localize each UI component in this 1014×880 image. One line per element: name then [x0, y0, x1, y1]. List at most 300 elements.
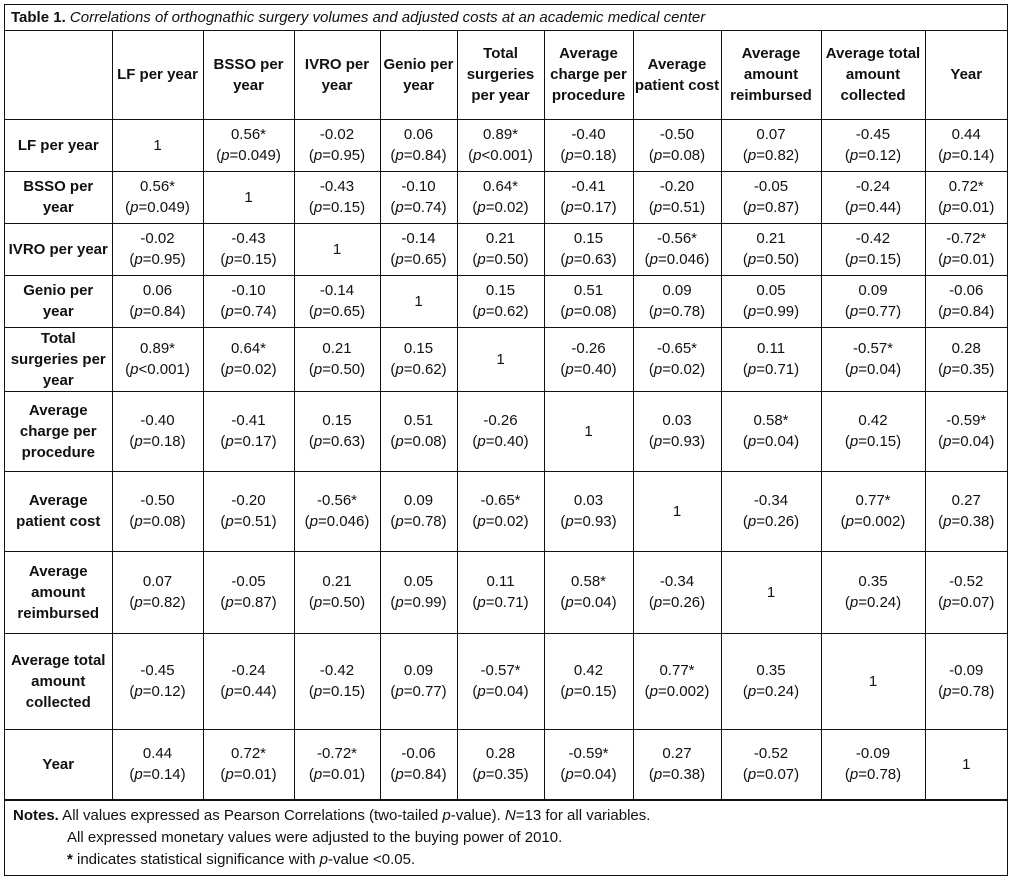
p-number: =0.38 [951, 513, 990, 530]
p-value [823, 249, 924, 270]
p-symbol: p [395, 433, 404, 450]
p-close-paren: ) [794, 513, 800, 530]
p-close-paren: ) [794, 361, 800, 378]
p-number: =0.65 [322, 303, 361, 320]
p-value [723, 301, 820, 322]
p-close-paren: ) [441, 594, 447, 611]
correlation-value: -0.41 [571, 178, 606, 195]
p-value [927, 301, 1007, 322]
p-symbol: p [649, 683, 659, 700]
p-value [114, 197, 202, 218]
p-number: =0.04 [858, 361, 897, 378]
p-number: =0.35 [951, 361, 990, 378]
p-symbol: p [565, 513, 574, 530]
p-open-paren: ( [742, 199, 748, 216]
p-number: =0.95 [322, 147, 361, 164]
p-number: =0.12 [142, 683, 181, 700]
correlation-value: 0.15 [485, 282, 516, 299]
p-symbol: p [653, 199, 663, 216]
correlation-value: -0.65* [480, 492, 521, 509]
correlation-cell [544, 551, 633, 633]
p-close-paren: ) [896, 361, 902, 378]
p-symbol: p [134, 251, 143, 268]
correlation-value: 0.58* [570, 573, 607, 590]
p-open-paren: ( [648, 147, 654, 164]
row-header-year: Year [5, 729, 112, 799]
p-open-paren: ( [938, 433, 944, 450]
correlation-cell [203, 119, 294, 171]
p-close-paren: ) [700, 594, 706, 611]
correlation-value: 1 [332, 240, 342, 258]
correlation-value: -0.56* [316, 492, 358, 509]
correlation-value: 0.51 [403, 412, 434, 429]
p-value [823, 359, 924, 380]
p-number: =0.01 [233, 766, 272, 783]
correlation-cell [203, 729, 294, 799]
p-open-paren: ( [304, 513, 310, 530]
p-close-paren: ) [700, 303, 706, 320]
correlation-cell [203, 551, 294, 633]
p-open-paren: ( [308, 433, 314, 450]
p-close-paren: ) [794, 303, 800, 320]
p-close-paren: ) [180, 594, 186, 611]
p-value [296, 511, 379, 532]
p-value [723, 511, 820, 532]
correlation-cell [457, 471, 544, 551]
p-close-paren: ) [523, 303, 529, 320]
p-open-paren: ( [648, 433, 654, 450]
p-symbol: p [747, 683, 757, 700]
p-close-paren: ) [989, 361, 995, 378]
p-symbol: p [395, 594, 404, 611]
correlation-value: -0.72* [946, 230, 987, 247]
correlation-cell [112, 327, 203, 391]
p-value [635, 249, 720, 270]
correlation-value: -0.40 [571, 126, 606, 143]
notes-n-symbol: N [504, 806, 516, 824]
p-open-paren: ( [129, 683, 135, 700]
correlation-cell [112, 729, 203, 799]
p-symbol: p [849, 766, 859, 783]
correlation-cell [633, 275, 721, 327]
p-close-paren: ) [611, 147, 617, 164]
correlation-cell [457, 391, 544, 471]
p-number: =0.12 [858, 147, 897, 164]
p-symbol: p [943, 683, 952, 700]
p-open-paren: ( [648, 766, 654, 783]
p-symbol: p [395, 147, 404, 164]
correlation-cell [294, 223, 380, 275]
p-value [459, 764, 543, 785]
p-open-paren: ( [390, 766, 396, 783]
p-open-paren: ( [308, 199, 314, 216]
p-value [205, 249, 293, 270]
p-value [296, 145, 379, 166]
correlation-value: -0.56* [656, 230, 698, 247]
correlation-value: 0.28 [485, 745, 516, 762]
correlation-cell [544, 391, 633, 471]
correlation-cell [821, 729, 925, 799]
p-close-paren: ) [794, 766, 800, 783]
correlation-cell [633, 471, 721, 551]
correlation-cell [112, 633, 203, 729]
correlation-value: -0.45 [140, 662, 175, 679]
p-number: =0.51 [233, 513, 272, 530]
p-symbol: p [313, 303, 323, 320]
correlation-value: -0.57* [480, 662, 521, 679]
p-open-paren: ( [844, 361, 850, 378]
p-value [382, 249, 456, 270]
correlation-cell [544, 119, 633, 171]
p-symbol: p [849, 594, 859, 611]
p-symbol: p [134, 766, 143, 783]
p-value [635, 592, 720, 613]
correlation-cell [294, 729, 380, 799]
p-number: =0.84 [403, 147, 442, 164]
p-number: =0.046 [318, 513, 365, 530]
p-number: =0.02 [485, 513, 524, 530]
p-symbol: p [134, 513, 143, 530]
p-number: =0.62 [403, 361, 442, 378]
p-number: =0.17 [233, 433, 272, 450]
p-symbol: p [477, 251, 486, 268]
notes-line-3-text-b: -value <0.05. [327, 850, 416, 868]
p-close-paren: ) [360, 766, 366, 783]
correlation-value: 0.09 [403, 662, 434, 679]
p-close-paren: ) [184, 361, 190, 378]
p-value [459, 145, 543, 166]
correlation-cell [633, 551, 721, 633]
p-open-paren: ( [472, 683, 478, 700]
p-open-paren: ( [560, 147, 566, 164]
p-close-paren: ) [180, 251, 186, 268]
correlation-value: -0.09 [949, 662, 984, 679]
p-number: =0.01 [951, 251, 990, 268]
correlation-cell [544, 275, 633, 327]
p-symbol: p [849, 147, 859, 164]
p-value [382, 764, 456, 785]
correlation-cell [925, 551, 1007, 633]
p-symbol: p [473, 147, 482, 164]
p-number: <0.001 [481, 147, 528, 164]
p-number: =0.14 [142, 766, 181, 783]
p-number: =0.40 [573, 361, 612, 378]
p-value [546, 145, 632, 166]
p-close-paren: ) [441, 251, 447, 268]
correlation-cell [112, 119, 203, 171]
p-symbol: p [134, 594, 143, 611]
table-notes [5, 800, 1007, 871]
p-symbol: p [943, 361, 952, 378]
p-close-paren: ) [271, 251, 277, 268]
p-close-paren: ) [900, 513, 906, 530]
p-close-paren: ) [989, 147, 995, 164]
p-symbol: p [313, 433, 323, 450]
correlation-cell [721, 729, 821, 799]
p-open-paren: ( [390, 147, 396, 164]
p-open-paren: ( [125, 361, 131, 378]
table-row [5, 551, 1007, 633]
p-open-paren: ( [129, 433, 135, 450]
p-number: =0.04 [951, 433, 990, 450]
p-symbol: p [221, 147, 230, 164]
p-symbol: p [747, 199, 757, 216]
notes-label: Notes. [13, 806, 59, 824]
correlation-cell [925, 633, 1007, 729]
p-number: =0.93 [573, 513, 612, 530]
correlation-cell [633, 391, 721, 471]
p-open-paren: ( [648, 594, 654, 611]
correlation-value: 0.51 [573, 282, 604, 299]
row-header-average-charge-per-procedure: Average charge per procedure [5, 391, 112, 471]
correlation-cell [721, 391, 821, 471]
correlation-value: -0.65* [656, 340, 698, 357]
correlation-value: -0.05 [753, 178, 789, 195]
correlation-value: 0.35 [756, 662, 786, 679]
p-number: =0.15 [322, 199, 361, 216]
correlation-value: -0.14 [319, 282, 355, 299]
p-number: =0.87 [233, 594, 272, 611]
correlation-value: -0.20 [659, 178, 695, 195]
p-value [823, 197, 924, 218]
table-row [5, 633, 1007, 729]
table-row [5, 171, 1007, 223]
p-value [546, 511, 632, 532]
p-value [296, 359, 379, 380]
p-value [459, 592, 543, 613]
correlation-value: 0.07 [756, 126, 786, 143]
notes-line-1 [13, 805, 1001, 827]
p-number: =0.35 [485, 766, 524, 783]
p-open-paren: ( [129, 766, 135, 783]
row-header-bsso-per-year: BSSO per year [5, 171, 112, 223]
p-close-paren: ) [989, 683, 995, 700]
correlation-value: 0.15 [322, 412, 352, 429]
correlation-value: 0.03 [573, 492, 604, 509]
p-number: =0.99 [756, 303, 795, 320]
p-symbol: p [653, 433, 663, 450]
p-open-paren: ( [938, 683, 944, 700]
correlation-cell [457, 327, 544, 391]
correlation-cell [203, 633, 294, 729]
correlation-value: -0.59* [946, 412, 987, 429]
p-symbol: p [477, 303, 486, 320]
p-value [382, 431, 456, 452]
p-open-paren: ( [472, 513, 478, 530]
correlation-cell [721, 171, 821, 223]
column-header-year: Year [925, 31, 1007, 119]
column-header-average-amount-reimbursed: Average amount reimbursed [721, 31, 821, 119]
p-symbol: p [477, 513, 486, 530]
correlation-value: -0.05 [231, 573, 266, 590]
p-close-paren: ) [441, 683, 447, 700]
p-open-paren: ( [308, 594, 314, 611]
correlation-value: 0.44 [951, 126, 981, 143]
p-close-paren: ) [180, 766, 186, 783]
p-number: =0.07 [951, 594, 990, 611]
correlation-cell [112, 223, 203, 275]
correlation-cell [821, 223, 925, 275]
correlation-value: 0.42 [573, 662, 604, 679]
correlation-value: -0.40 [140, 412, 175, 429]
p-symbol: p [309, 513, 319, 530]
p-open-paren: ( [472, 303, 478, 320]
p-value [296, 301, 379, 322]
p-open-paren: ( [472, 251, 478, 268]
p-open-paren: ( [844, 199, 850, 216]
notes-line-1-text-a: All values expressed as Pearson Correlations (two-tailed [58, 806, 443, 824]
correlation-cell [633, 729, 721, 799]
correlation-cell [294, 391, 380, 471]
p-symbol: p [477, 433, 486, 450]
correlation-value: 0.11 [486, 573, 515, 590]
p-number: =0.71 [756, 361, 795, 378]
correlation-cell [380, 223, 457, 275]
correlation-value: 0.15 [403, 340, 434, 357]
p-close-paren: ) [896, 303, 902, 320]
correlation-value: -0.02 [140, 230, 175, 247]
p-close-paren: ) [180, 303, 186, 320]
correlation-cell [380, 391, 457, 471]
correlation-value: -0.57* [852, 340, 894, 357]
p-open-paren: ( [472, 199, 478, 216]
p-symbol: p [313, 147, 323, 164]
correlation-cell [380, 633, 457, 729]
p-open-paren: ( [644, 251, 650, 268]
correlation-cell [203, 391, 294, 471]
p-value [635, 681, 720, 702]
p-number: =0.40 [485, 433, 524, 450]
p-symbol: p [134, 303, 143, 320]
correlation-value: -0.10 [231, 282, 266, 299]
p-open-paren: ( [390, 361, 396, 378]
correlation-cell [925, 223, 1007, 275]
p-close-paren: ) [360, 199, 366, 216]
p-number: =0.50 [485, 251, 524, 268]
p-number: =0.84 [951, 303, 990, 320]
correlation-cell [721, 327, 821, 391]
correlation-value: 0.44 [142, 745, 173, 762]
p-value [927, 197, 1007, 218]
p-symbol: p [943, 513, 952, 530]
corner-cell [5, 31, 112, 119]
p-symbol: p [477, 594, 486, 611]
p-number: =0.77 [403, 683, 442, 700]
p-close-paren: ) [271, 766, 277, 783]
correlation-cell [821, 391, 925, 471]
p-number: =0.18 [573, 147, 612, 164]
p-open-paren: ( [560, 594, 566, 611]
p-close-paren: ) [523, 683, 529, 700]
correlation-value: -0.43 [319, 178, 355, 195]
p-open-paren: ( [468, 147, 474, 164]
correlation-value: -0.52 [753, 745, 789, 762]
p-close-paren: ) [364, 513, 370, 530]
notes-line-2: All expressed monetary values were adjusted to the buying power of 2010. [67, 828, 563, 846]
correlation-value: -0.14 [401, 230, 436, 247]
correlation-cell [380, 551, 457, 633]
p-open-paren: ( [844, 251, 850, 268]
p-number: =0.02 [485, 199, 524, 216]
p-value [114, 359, 202, 380]
correlation-cell [925, 275, 1007, 327]
correlation-cell [112, 171, 203, 223]
p-value [205, 592, 293, 613]
correlation-cell [633, 223, 721, 275]
correlation-value: -0.24 [855, 178, 891, 195]
p-open-paren: ( [390, 683, 396, 700]
correlation-value: 1 [153, 136, 162, 154]
p-number: =0.15 [858, 433, 897, 450]
p-symbol: p [225, 766, 234, 783]
correlation-cell [633, 119, 721, 171]
p-number: =0.15 [233, 251, 272, 268]
p-close-paren: ) [180, 513, 186, 530]
correlation-value: -0.52 [949, 573, 984, 590]
p-symbol: p [943, 147, 952, 164]
p-number: =0.26 [756, 513, 795, 530]
p-number: =0.95 [142, 251, 181, 268]
p-close-paren: ) [896, 147, 902, 164]
correlation-value: -0.09 [855, 745, 891, 762]
p-open-paren: ( [472, 594, 478, 611]
p-symbol: p [849, 433, 859, 450]
p-close-paren: ) [523, 251, 529, 268]
correlation-value: 0.09 [403, 492, 434, 509]
p-number: =0.74 [233, 303, 272, 320]
p-value [723, 145, 820, 166]
p-symbol: p [653, 361, 663, 378]
p-open-paren: ( [220, 683, 226, 700]
p-symbol: p [565, 199, 574, 216]
p-open-paren: ( [938, 251, 944, 268]
row-header-average-patient-cost: Average patient cost [5, 471, 112, 551]
p-symbol: p [747, 303, 757, 320]
p-open-paren: ( [742, 251, 748, 268]
p-open-paren: ( [938, 303, 944, 320]
correlation-value: -0.42 [319, 662, 355, 679]
p-open-paren: ( [644, 683, 650, 700]
p-value [382, 511, 456, 532]
correlation-value: -0.10 [401, 178, 436, 195]
correlation-value: 0.72* [230, 745, 267, 762]
p-close-paren: ) [989, 594, 995, 611]
correlation-cell [380, 729, 457, 799]
correlation-value: -0.20 [231, 492, 266, 509]
correlation-cell [112, 275, 203, 327]
correlation-cell [821, 327, 925, 391]
p-open-paren: ( [390, 199, 396, 216]
notes-p-symbol: p [442, 806, 451, 824]
p-symbol: p [477, 766, 486, 783]
table-row [5, 223, 1007, 275]
p-open-paren: ( [390, 513, 396, 530]
row-header-average-total-amount-collected: Average total amount collected [5, 633, 112, 729]
p-value [296, 431, 379, 452]
p-close-paren: ) [360, 147, 366, 164]
correlation-value: 0.58* [753, 412, 789, 429]
p-close-paren: ) [611, 513, 617, 530]
p-value [296, 592, 379, 613]
correlation-value: 0.09 [858, 282, 888, 299]
p-symbol: p [395, 683, 404, 700]
p-symbol: p [849, 251, 859, 268]
p-value [382, 359, 456, 380]
p-symbol: p [849, 361, 859, 378]
correlation-value: 0.21 [322, 340, 352, 357]
table-container [4, 4, 1008, 876]
correlation-value: 0.07 [142, 573, 173, 590]
